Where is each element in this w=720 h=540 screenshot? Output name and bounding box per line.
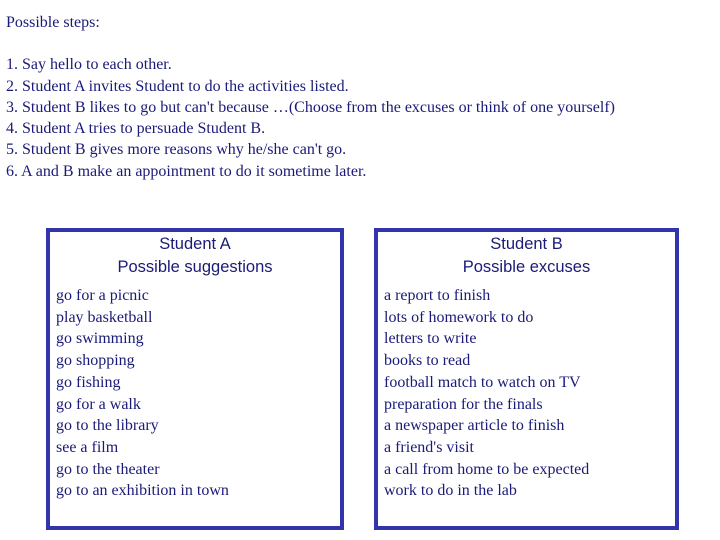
student-b-card [374, 228, 679, 530]
list-item: lots of homework to do [384, 308, 534, 326]
list-item: books to read [384, 352, 471, 370]
steps-section [6, 12, 716, 182]
list-item: go swimming [56, 330, 144, 348]
suggestions-list [50, 285, 340, 502]
list-item: go to an exhibition in town [56, 482, 229, 500]
list-item: go fishing [56, 373, 121, 391]
step-5: 5. Student B gives more reasons why he/she can't go. [6, 141, 347, 159]
student-a-title: Student A [159, 235, 231, 253]
steps-heading: Possible steps: [6, 14, 100, 31]
student-b-subtitle: Possible excuses [462, 258, 591, 276]
list-item: a report to finish [384, 287, 491, 304]
list-item: a newspaper article to finish [384, 417, 565, 435]
step-2: 2. Student A invites Student to do the activities listed. [6, 77, 349, 95]
step-1: 1. Say hello to each other. [6, 56, 172, 74]
list-item: preparation for the finals [384, 395, 543, 413]
student-b-title: Student B [490, 235, 563, 253]
list-item: a friend's visit [384, 438, 474, 456]
list-item: play basketball [56, 308, 153, 326]
list-item: go for a walk [56, 395, 141, 413]
step-6: 6. A and B make an appointment to do it sometime later. [6, 162, 367, 180]
step-4: 4. Student A tries to persuade Student B. [6, 120, 266, 138]
list-item: go to the library [56, 417, 159, 435]
list-item: go shopping [56, 352, 135, 370]
step-3: 3. Student B likes to go but can't because …(Choose from the excuses or think of one yourself) [6, 98, 615, 116]
excuses-list [378, 285, 675, 502]
list-item: work to do in the lab [384, 482, 517, 500]
student-a-subtitle: Possible suggestions [117, 258, 273, 276]
list-item: a call from home to be expected [384, 460, 590, 478]
student-a-card [46, 228, 344, 530]
list-item: football match to watch on TV [384, 373, 581, 391]
list-item: see a film [56, 438, 119, 456]
list-item: go to the theater [56, 460, 160, 478]
list-item: go for a picnic [56, 287, 149, 304]
list-item: letters to write [384, 330, 477, 348]
